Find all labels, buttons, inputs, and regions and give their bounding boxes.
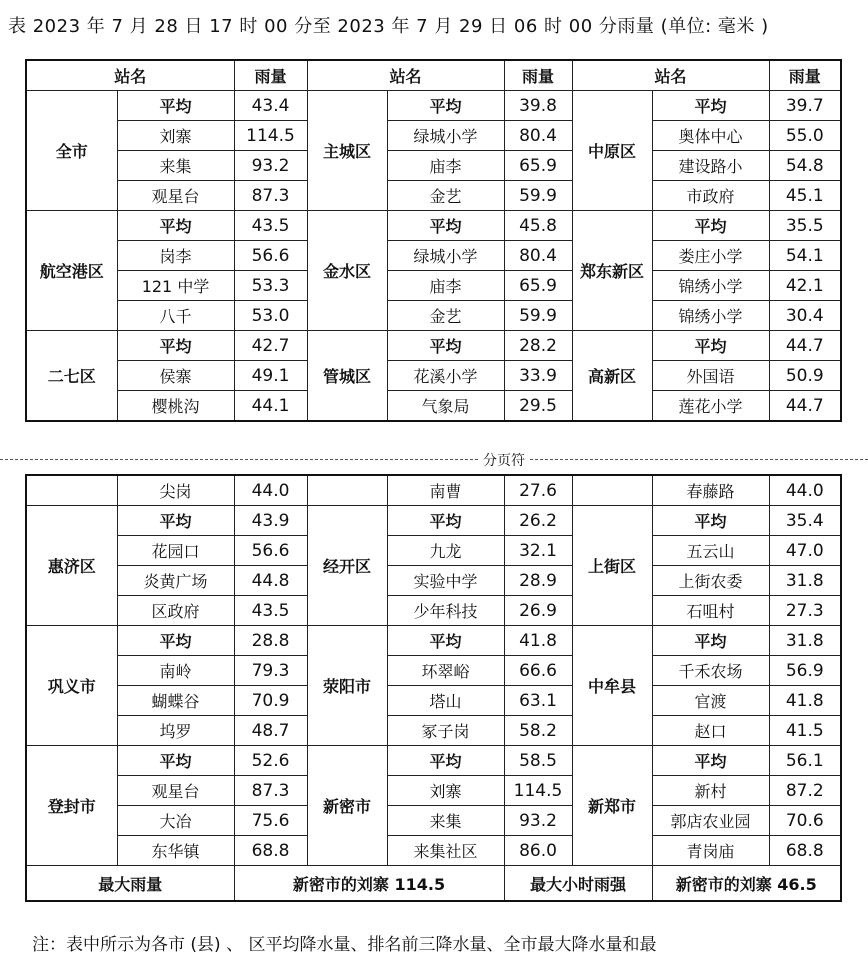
rain-value: 56.6 (234, 536, 307, 566)
table-row (26, 181, 841, 211)
rain-value: 58.2 (504, 716, 572, 746)
district-name: 二七区 (26, 331, 117, 422)
station-name: 平均 (387, 626, 504, 656)
table-row (26, 596, 841, 626)
station-name: 实验中学 (387, 566, 504, 596)
station-name: 平均 (652, 746, 769, 776)
district-name: 航空港区 (26, 211, 117, 331)
district-name: 全市 (26, 91, 117, 211)
rain-value: 26.9 (504, 596, 572, 626)
station-name: 上街农委 (652, 566, 769, 596)
rain-value: 114.5 (504, 776, 572, 806)
station-name: 侯寨 (117, 361, 234, 391)
district-name: 中牟县 (572, 626, 652, 746)
station-name: 平均 (117, 506, 234, 536)
station-name: 绿城小学 (387, 121, 504, 151)
table-row (26, 331, 841, 361)
station-name: 平均 (387, 211, 504, 241)
station-name: 气象局 (387, 391, 504, 422)
max-hour-value: 新密市的刘寨 46.5 (652, 866, 841, 902)
rain-value: 44.0 (769, 475, 841, 506)
rain-value: 86.0 (504, 836, 572, 866)
station-name: 平均 (387, 91, 504, 121)
rain-value: 56.1 (769, 746, 841, 776)
district-name-continued (572, 475, 652, 506)
station-name: 环翠峪 (387, 656, 504, 686)
rain-value: 75.6 (234, 806, 307, 836)
rain-value: 87.3 (234, 776, 307, 806)
district-name: 巩义市 (26, 626, 117, 746)
rain-value: 27.3 (769, 596, 841, 626)
district-name: 登封市 (26, 746, 117, 866)
table-row (26, 361, 841, 391)
station-name: 平均 (117, 746, 234, 776)
station-name: 郭店农业园 (652, 806, 769, 836)
rain-value: 28.2 (504, 331, 572, 361)
station-name: 春藤路 (652, 475, 769, 506)
station-name: 娄庄小学 (652, 241, 769, 271)
rain-value: 53.0 (234, 301, 307, 331)
rain-value: 47.0 (769, 536, 841, 566)
rain-value: 87.2 (769, 776, 841, 806)
station-name: 官渡 (652, 686, 769, 716)
district-name: 高新区 (572, 331, 652, 422)
rain-value: 30.4 (769, 301, 841, 331)
rain-value: 70.9 (234, 686, 307, 716)
station-name: 来集 (387, 806, 504, 836)
table-row (26, 271, 841, 301)
rain-value: 42.7 (234, 331, 307, 361)
district-name: 郑东新区 (572, 211, 652, 331)
rain-value: 32.1 (504, 536, 572, 566)
district-name: 惠济区 (26, 506, 117, 626)
rain-value: 68.8 (769, 836, 841, 866)
station-name: 蝴蝶谷 (117, 686, 234, 716)
station-name: 花园口 (117, 536, 234, 566)
page-break-label: 分页符 (480, 450, 528, 470)
table-row (26, 716, 841, 746)
header-station: 站名 (572, 60, 769, 91)
rain-value: 29.5 (504, 391, 572, 422)
table-row (26, 475, 841, 506)
station-name: 奥体中心 (652, 121, 769, 151)
station-name: 平均 (387, 746, 504, 776)
rain-value: 27.6 (504, 475, 572, 506)
station-name: 121 中学 (117, 271, 234, 301)
rain-value: 79.3 (234, 656, 307, 686)
station-name: 莲花小学 (652, 391, 769, 422)
district-name: 荥阳市 (307, 626, 387, 746)
station-name: 平均 (117, 211, 234, 241)
rain-value: 56.9 (769, 656, 841, 686)
rain-value: 66.6 (504, 656, 572, 686)
table-row (26, 626, 841, 656)
station-name: 来集社区 (387, 836, 504, 866)
rain-value: 114.5 (234, 121, 307, 151)
rain-value: 26.2 (504, 506, 572, 536)
station-name: 平均 (387, 506, 504, 536)
rain-value: 54.8 (769, 151, 841, 181)
station-name: 庙李 (387, 151, 504, 181)
rain-value: 43.4 (234, 91, 307, 121)
station-name: 东华镇 (117, 836, 234, 866)
rain-value: 70.6 (769, 806, 841, 836)
header-rain: 雨量 (504, 60, 572, 91)
rain-value: 43.5 (234, 596, 307, 626)
station-name: 外国语 (652, 361, 769, 391)
rain-value: 50.9 (769, 361, 841, 391)
table-row (26, 301, 841, 331)
rain-value: 44.7 (769, 331, 841, 361)
station-name: 九龙 (387, 536, 504, 566)
station-name: 五云山 (652, 536, 769, 566)
station-name: 平均 (117, 626, 234, 656)
rain-value: 28.8 (234, 626, 307, 656)
district-name: 主城区 (307, 91, 387, 211)
rain-value: 52.6 (234, 746, 307, 776)
rainfall-table-part2 (25, 474, 842, 902)
rain-value: 63.1 (504, 686, 572, 716)
table-row (26, 566, 841, 596)
station-name: 金艺 (387, 181, 504, 211)
station-name: 少年科技 (387, 596, 504, 626)
district-name-continued (26, 475, 117, 506)
rain-value: 39.7 (769, 91, 841, 121)
station-name: 八千 (117, 301, 234, 331)
rain-value: 41.5 (769, 716, 841, 746)
rain-value: 68.8 (234, 836, 307, 866)
rain-value: 33.9 (504, 361, 572, 391)
district-name: 新郑市 (572, 746, 652, 866)
station-name: 坞罗 (117, 716, 234, 746)
district-name: 上街区 (572, 506, 652, 626)
district-name: 新密市 (307, 746, 387, 866)
rain-value: 42.1 (769, 271, 841, 301)
station-name: 平均 (387, 331, 504, 361)
table-row (26, 686, 841, 716)
station-name: 平均 (652, 211, 769, 241)
table-row (26, 211, 841, 241)
rain-value: 35.5 (769, 211, 841, 241)
rain-value: 44.0 (234, 475, 307, 506)
station-name: 市政府 (652, 181, 769, 211)
table-caption: 表 2023 年 7 月 28 日 17 时 00 分至 2023 年 7 月 29 日 06 时 00 分雨量 (单位: 毫米 ) (8, 16, 769, 37)
station-name: 刘寨 (117, 121, 234, 151)
rain-value: 59.9 (504, 181, 572, 211)
district-name: 经开区 (307, 506, 387, 626)
station-name: 千禾农场 (652, 656, 769, 686)
rain-value: 48.7 (234, 716, 307, 746)
header-station: 站名 (307, 60, 504, 91)
station-name: 刘寨 (387, 776, 504, 806)
rain-value: 56.6 (234, 241, 307, 271)
page-break-line (0, 459, 868, 460)
station-name: 观星台 (117, 776, 234, 806)
rain-value: 58.5 (504, 746, 572, 776)
rain-value: 65.9 (504, 271, 572, 301)
rain-value: 39.8 (504, 91, 572, 121)
rain-value: 45.8 (504, 211, 572, 241)
rain-value: 41.8 (504, 626, 572, 656)
station-name: 平均 (117, 331, 234, 361)
rain-value: 87.3 (234, 181, 307, 211)
rain-value: 54.1 (769, 241, 841, 271)
station-name: 庙李 (387, 271, 504, 301)
station-name: 新村 (652, 776, 769, 806)
header-station: 站名 (26, 60, 234, 91)
station-name: 岗李 (117, 241, 234, 271)
table-row (26, 746, 841, 776)
rain-value: 45.1 (769, 181, 841, 211)
station-name: 平均 (652, 91, 769, 121)
max-hour-label: 最大小时雨强 (504, 866, 652, 902)
district-name: 金水区 (307, 211, 387, 331)
rain-value: 93.2 (504, 806, 572, 836)
station-name: 金艺 (387, 301, 504, 331)
table-row (26, 91, 841, 121)
station-name: 花溪小学 (387, 361, 504, 391)
header-rain: 雨量 (234, 60, 307, 91)
rain-value: 44.1 (234, 391, 307, 422)
station-name: 观星台 (117, 181, 234, 211)
rain-value: 53.3 (234, 271, 307, 301)
rain-value: 49.1 (234, 361, 307, 391)
district-name: 中原区 (572, 91, 652, 211)
rain-value: 65.9 (504, 151, 572, 181)
rain-value: 28.9 (504, 566, 572, 596)
header-row (26, 60, 841, 91)
station-name: 区政府 (117, 596, 234, 626)
rain-value: 44.8 (234, 566, 307, 596)
rain-value: 93.2 (234, 151, 307, 181)
station-name: 南岭 (117, 656, 234, 686)
table-row (26, 506, 841, 536)
station-name: 平均 (652, 506, 769, 536)
station-name: 樱桃沟 (117, 391, 234, 422)
station-name: 平均 (652, 626, 769, 656)
station-name: 建设路小 (652, 151, 769, 181)
table-row (26, 806, 841, 836)
summary-row (26, 866, 841, 902)
table-row (26, 776, 841, 806)
rain-value: 43.9 (234, 506, 307, 536)
station-name: 赵口 (652, 716, 769, 746)
station-name: 锦绣小学 (652, 301, 769, 331)
rain-value: 80.4 (504, 241, 572, 271)
district-name: 管城区 (307, 331, 387, 422)
table-row (26, 241, 841, 271)
table-row (26, 151, 841, 181)
station-name: 石咀村 (652, 596, 769, 626)
rainfall-table-part1 (25, 59, 842, 422)
rain-value: 44.7 (769, 391, 841, 422)
table-row (26, 536, 841, 566)
rain-value: 35.4 (769, 506, 841, 536)
station-name: 大冶 (117, 806, 234, 836)
station-name: 南曹 (387, 475, 504, 506)
rain-value: 80.4 (504, 121, 572, 151)
max-rain-value: 新密市的刘寨 114.5 (234, 866, 504, 902)
max-rain-label: 最大雨量 (26, 866, 234, 902)
rain-value: 55.0 (769, 121, 841, 151)
table-row (26, 656, 841, 686)
station-name: 塔山 (387, 686, 504, 716)
station-name: 平均 (117, 91, 234, 121)
table-note: 注：表中所示为各市 (县) 、 区平均降水量、排名前三降水量、全市最大降水量和最 (32, 935, 657, 955)
header-rain: 雨量 (769, 60, 841, 91)
district-name-continued (307, 475, 387, 506)
station-name: 青岗庙 (652, 836, 769, 866)
station-name: 平均 (652, 331, 769, 361)
rain-value: 41.8 (769, 686, 841, 716)
rain-value: 31.8 (769, 626, 841, 656)
station-name: 绿城小学 (387, 241, 504, 271)
rain-value: 59.9 (504, 301, 572, 331)
table-row (26, 391, 841, 422)
table-row (26, 836, 841, 866)
station-name: 锦绣小学 (652, 271, 769, 301)
station-name: 来集 (117, 151, 234, 181)
station-name: 尖岗 (117, 475, 234, 506)
rain-value: 31.8 (769, 566, 841, 596)
station-name: 炎黄广场 (117, 566, 234, 596)
station-name: 冢子岗 (387, 716, 504, 746)
table-row (26, 121, 841, 151)
rain-value: 43.5 (234, 211, 307, 241)
